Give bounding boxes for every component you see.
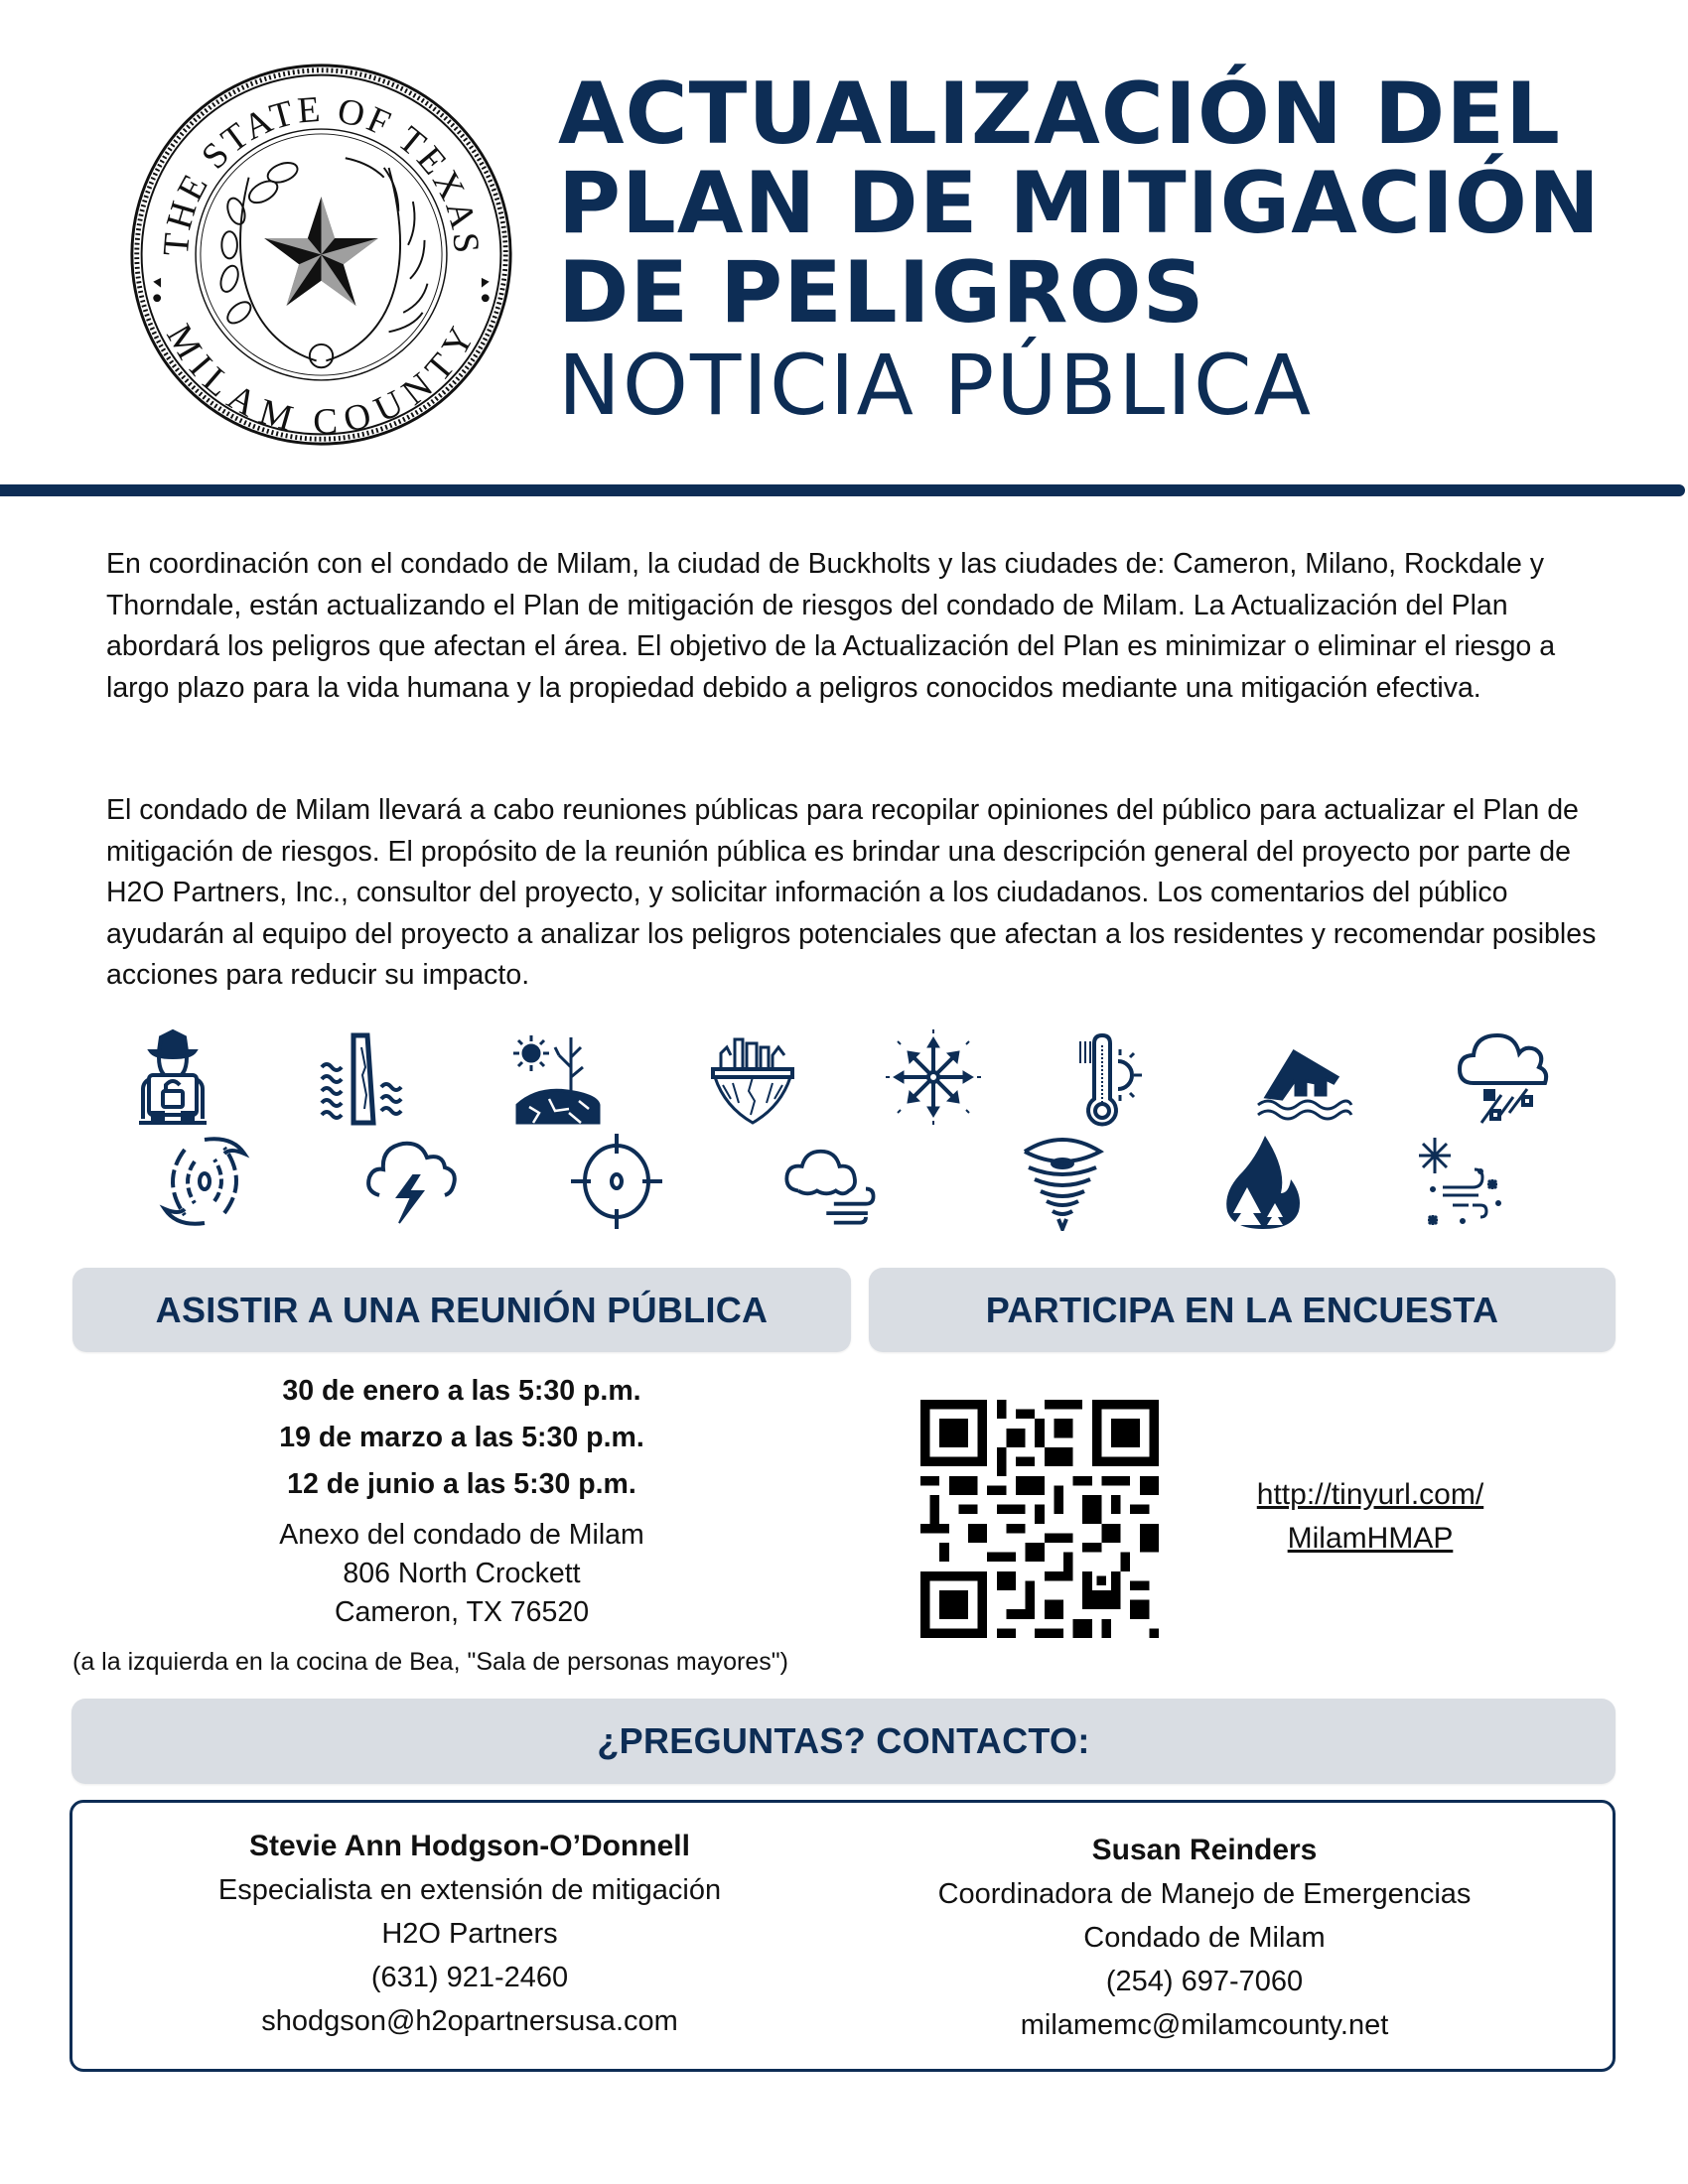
survey-section-header: [869, 1268, 1616, 1352]
contact-phone[interactable]: (254) 697-7060: [1105, 1966, 1304, 1997]
subtitle: NOTICIA PÚBLICA: [558, 337, 1314, 434]
contact-card-h2o: [132, 1825, 807, 2043]
address-line-2: 806 North Crockett: [343, 1558, 581, 1589]
contact-header-label: ¿PREGUNTAS? CONTACTO:: [597, 1720, 1090, 1761]
contact-title: Coordinadora de Manejo de Emergencias: [937, 1878, 1472, 1910]
contact-email[interactable]: shodgson@h2opartnersusa.com: [261, 2005, 678, 2037]
cyber-attack-icon: [121, 1027, 224, 1127]
contact-name: Susan Reinders: [1091, 1834, 1318, 1866]
survey-link[interactable]: [1172, 1473, 1569, 1561]
winter-storm-icon: [1411, 1132, 1514, 1231]
contact-section-header: [71, 1699, 1616, 1784]
meeting-date-2: 19 de marzo a las 5:30 p.m.: [279, 1422, 644, 1453]
title-line-1: ACTUALIZACIÓN DEL: [558, 65, 1561, 164]
title-line-2: PLAN DE MITIGACIÓN: [558, 154, 1601, 253]
meeting-details: [72, 1368, 851, 1632]
meeting-header-label: ASISTIR A UNA REUNIÓN PÚBLICA: [155, 1289, 769, 1330]
contact-org: Condado de Milam: [1083, 1922, 1326, 1954]
earthquake-icon: [701, 1027, 804, 1127]
survey-qr-code[interactable]: [919, 1400, 1160, 1638]
survey-link-line-1[interactable]: http://tinyurl.com/: [1256, 1478, 1484, 1511]
hail-icon: [1450, 1027, 1553, 1127]
survey-header-label: PARTICIPA EN LA ENCUESTA: [985, 1289, 1499, 1330]
hurricane-icon: [153, 1132, 256, 1231]
title-block: [558, 65, 1670, 434]
tornado-icon: [1011, 1132, 1114, 1231]
pipeline-target-icon: [565, 1132, 668, 1231]
address-line-1: Anexo del condado de Milam: [279, 1519, 644, 1551]
meeting-date-3: 12 de junio a las 5:30 p.m.: [287, 1468, 636, 1500]
contact-org: H2O Partners: [381, 1918, 558, 1950]
drought-icon: [507, 1027, 611, 1127]
title-line-3: DE PELIGROS: [558, 243, 1205, 342]
flood-icon: [1252, 1027, 1355, 1127]
address-line-3: Cameron, TX 76520: [334, 1596, 590, 1628]
seal-top-text: THE STATE OF TEXAS: [154, 87, 489, 258]
meeting-location-note: (a la izquierda en la cocina de Bea, "Sala de personas mayores"): [72, 1648, 788, 1676]
lightning-icon: [355, 1132, 459, 1231]
wildfire-icon: [1211, 1132, 1315, 1231]
contact-title: Especialista en extensión de mitigación: [217, 1874, 722, 1906]
milam-county-seal: [128, 62, 514, 448]
meeting-date-1: 30 de enero a las 5:30 p.m.: [282, 1375, 641, 1407]
meetings-paragraph: El condado de Milam llevará a cabo reuniones públicas para recopilar opiniones del público para actualizar el Plan de mitigación de riesgos. El propósito de la reunión pública es brindar una descripción general del proyecto por parte de H2O Partners, Inc., consultor del proyecto, y solicitar información a los ciudadanos. Los comentarios del público ayudarán al equipo del proyecto a analizar los peligros potenciales que afectan a los residentes y recomendar posibles acciones para reducir su impacto.: [106, 794, 1597, 991]
expansive-soils-icon: [882, 1027, 985, 1127]
contact-box: [70, 1800, 1616, 2072]
contact-name: Stevie Ann Hodgson-O’Donnell: [249, 1830, 690, 1862]
header-divider: [0, 484, 1685, 496]
contact-card-milam: [857, 1829, 1552, 2047]
contact-email[interactable]: milamemc@milamcounty.net: [1020, 2009, 1389, 2041]
seal-bottom-text: MILAM COUNTY: [159, 317, 484, 442]
texas-star-icon: [264, 197, 378, 306]
dam-failure-icon: [310, 1027, 413, 1127]
extreme-heat-icon: [1060, 1027, 1164, 1127]
intro-paragraph: En coordinación con el condado de Milam, la ciudad de Buckholts y las ciudades de: Cameron, Milano, Rockdale y Thorndale, están actualizando el Plan de mitigación de riesgos del condado de Milam. La Actualización del Plan abordará los peligros que afectan el área. El objetivo de la Actualización del Plan es minimizar o eliminar el riesgo a largo plazo para la vida humana y la propiedad debido a peligros conocidos mediante una mitigación efectiva.: [106, 548, 1556, 704]
severe-wind-icon: [779, 1132, 883, 1231]
meeting-section-header: [72, 1268, 851, 1352]
survey-link-line-2[interactable]: MilamHMAP: [1287, 1522, 1454, 1555]
contact-phone[interactable]: (631) 921-2460: [370, 1962, 569, 1993]
meeting-address: [72, 1516, 851, 1632]
